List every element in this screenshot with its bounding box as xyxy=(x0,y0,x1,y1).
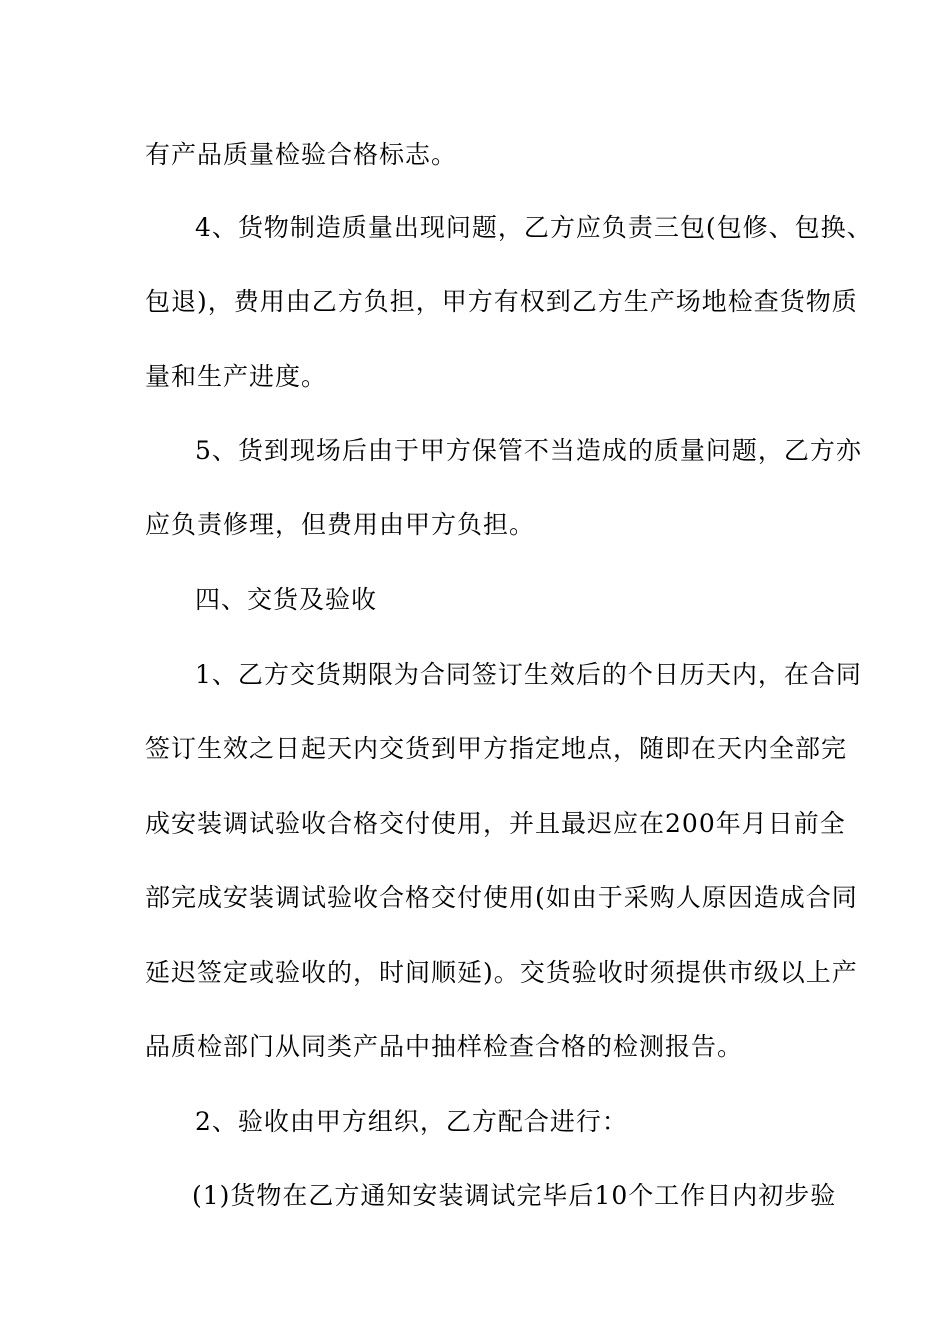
text-line: 4、货物制造质量出现问题，乙方应负责三包(包修、包换、 xyxy=(195,213,873,242)
text-line: 量和生产进度。 xyxy=(145,362,328,391)
text-line: (1)货物在乙方通知安装调试完毕后10个工作日内初步验 xyxy=(192,1181,837,1210)
text-line: 签订生效之日起天内交货到甲方指定地点，随即在天内全部完 xyxy=(145,734,848,763)
section-heading: 四、交货及验收 xyxy=(195,585,378,614)
text-line: 5、货到现场后由于甲方保管不当造成的质量问题，乙方亦 xyxy=(195,436,862,465)
text-line: 1、乙方交货期限为合同签订生效后的个日历天内，在合同 xyxy=(195,660,862,689)
text-line: 应负责修理，但费用由甲方负担。 xyxy=(145,510,536,539)
text-line: 包退)，费用由乙方负担，甲方有权到乙方生产场地检查货物质 xyxy=(145,287,858,316)
text-line: 品质检部门从同类产品中抽样检查合格的检测报告。 xyxy=(145,1032,744,1061)
text-line: 部完成安装调试验收合格交付使用(如由于采购人原因造成合同 xyxy=(145,883,858,912)
text-line: 有产品质量检验合格标志。 xyxy=(145,140,458,169)
text-line: 延迟签定或验收的，时间顺延)。交货验收时须提供市级以上产 xyxy=(145,958,858,987)
text-line: 成安装调试验收合格交付使用，并且最迟应在200年月日前全 xyxy=(145,809,846,838)
text-line: 2、验收由甲方组织，乙方配合进行： xyxy=(195,1107,628,1136)
